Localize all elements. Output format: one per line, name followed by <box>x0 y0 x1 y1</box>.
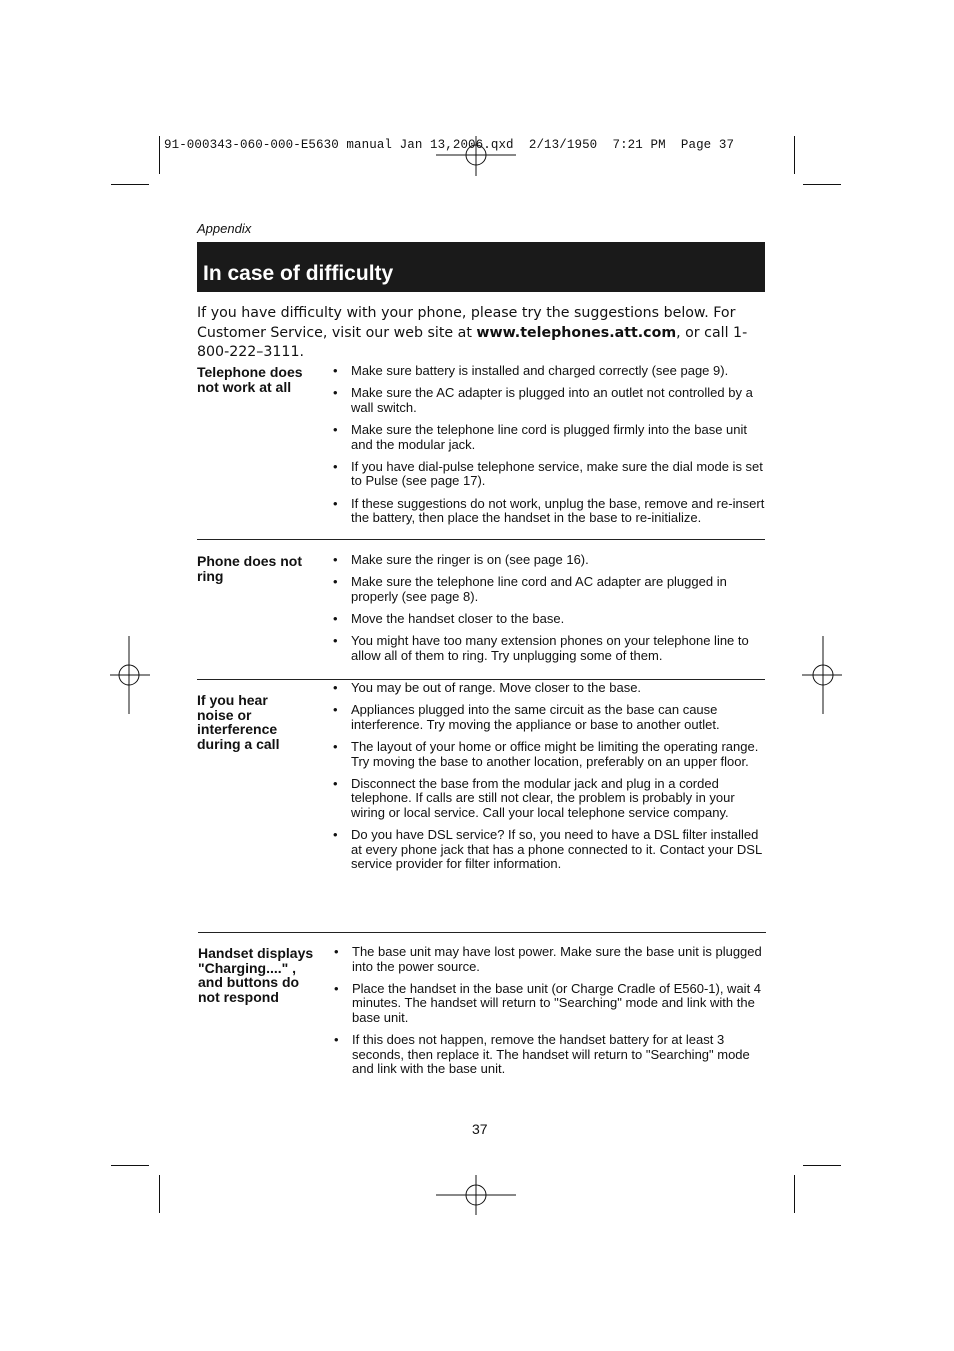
list-item <box>333 553 768 568</box>
bullet: • <box>333 574 338 590</box>
item-text: Make sure the telephone line cord is plugged firmly into the base unit and the modular jack. <box>351 421 748 452</box>
crop-mark <box>111 184 149 185</box>
suggestion-list <box>334 945 769 1085</box>
bullet: • <box>333 458 338 474</box>
crop-mark <box>803 184 841 185</box>
list-item <box>334 982 769 1026</box>
bullet: • <box>333 827 338 843</box>
bullet: • <box>333 610 338 626</box>
suggestion-list <box>333 681 768 880</box>
bullet: • <box>334 980 339 996</box>
item-text: Disconnect the base from the modular jack and plug in a corded telephone. If calls are still not clear, the problem is probably in your wiring or local service. Call your local telephone service company. <box>351 775 735 820</box>
section-heading: Telephone does not work at all <box>197 364 303 395</box>
crop-mark <box>794 1175 795 1213</box>
list-item <box>333 386 768 415</box>
list-item <box>333 575 768 604</box>
registration-mark-icon <box>802 636 842 714</box>
list-item <box>333 703 768 732</box>
bullet: • <box>333 702 338 718</box>
item-text: Make sure the telephone line cord and AC adapter are plugged in properly (see page 8). <box>351 574 727 604</box>
bullet: • <box>333 385 338 401</box>
intro-paragraph <box>197 304 767 363</box>
item-text: You may be out of range. Move closer to the base. <box>351 680 642 695</box>
item-text: The base unit may have lost power. Make sure the base unit is plugged into the power source. <box>352 944 762 974</box>
item-text: The layout of your home or office might be limiting the operating range. Try moving the base to another location, preferably on an upper floor. <box>351 738 759 769</box>
list-item <box>333 828 768 872</box>
list-item <box>333 497 768 526</box>
item-text: Appliances plugged into the same circuit as the base can cause interference. Try moving the appliance or base to another outlet. <box>351 702 720 732</box>
bullet: • <box>333 738 338 754</box>
section-divider <box>198 932 766 933</box>
list-item <box>333 460 768 489</box>
intro-phone-text: , or call 1-800-222–3111. <box>197 324 748 360</box>
page-number: 37 <box>472 1121 488 1137</box>
list-item <box>333 364 768 379</box>
list-item <box>333 423 768 452</box>
registration-mark-icon <box>110 636 150 714</box>
bullet: • <box>333 363 338 378</box>
page-title-bar <box>197 242 765 292</box>
item-text: If these suggestions do not work, unplug the base, remove and re-insert the battery, then place the handset in the base to re-initialize. <box>351 495 765 526</box>
crop-mark <box>803 1165 841 1166</box>
list-item <box>334 945 769 974</box>
registration-mark-icon <box>436 1175 516 1215</box>
bullet: • <box>333 421 338 437</box>
section-label: Appendix <box>197 221 252 236</box>
section-heading: Phone does not ring <box>197 553 302 584</box>
file-slug: 91-000343-060-000-E5630 manual Jan 13,2006.qxd 2/13/1950 7:21 PM Page 37 <box>164 138 735 152</box>
registration-mark-icon <box>436 136 516 176</box>
bullet: • <box>333 552 338 567</box>
item-text: Do you have DSL service? If so, you need to have a DSL filter installed at every phone jack that has a phone connected to it. Contact your DSL service provider for filter information. <box>351 827 762 872</box>
crop-mark <box>111 1165 149 1166</box>
list-item <box>333 612 768 627</box>
item-text: Make sure the ringer is on (see page 16). <box>351 552 589 567</box>
suggestion-list <box>333 553 768 671</box>
item-text: Make sure battery is installed and charged correctly (see page 9). <box>351 363 729 378</box>
item-text: Move the handset closer to the base. <box>351 610 565 626</box>
section-divider <box>197 539 765 540</box>
list-item <box>333 740 768 769</box>
bullet: • <box>333 495 338 511</box>
section-heading: Handset displays "Charging...." , and buttons do not respond <box>198 945 314 1005</box>
support-url: www.telephones.att.com <box>476 324 677 341</box>
list-item <box>333 777 768 821</box>
section-heading: If you hear noise or interference during a call <box>197 692 280 752</box>
crop-mark <box>159 136 160 174</box>
bullet: • <box>334 1032 339 1048</box>
crop-mark <box>794 136 795 174</box>
item-text: Make sure the AC adapter is plugged into an outlet not controlled by a wall switch. <box>351 385 753 415</box>
item-text: You might have too many extension phones on your telephone line to allow all of them to ring. Try unplugging some of them. <box>351 633 749 663</box>
bullet: • <box>334 944 339 959</box>
list-item <box>333 681 768 696</box>
list-item <box>333 634 768 663</box>
suggestion-list <box>333 364 768 533</box>
item-text: If you have dial-pulse telephone service, make sure the dial mode is set to Pulse (see page 17). <box>351 458 763 489</box>
bullet: • <box>333 633 338 649</box>
page-title: In case of difficulty <box>203 262 394 285</box>
intro-text: If you have difficulty with your phone, please try the suggestions below. For Customer Service, visit our web site at <box>197 305 736 341</box>
item-text: If this does not happen, remove the handset battery for at least 3 seconds, then replace it. The handset will return to "Searching" mode and link with the base unit. <box>352 1032 750 1077</box>
item-text: Place the handset in the base unit (or Charge Cradle of E560-1), wait 4 minutes. The handset will return to "Searching" mode and link with the base unit. <box>352 980 762 1025</box>
crop-mark <box>159 1175 160 1213</box>
bullet: • <box>333 680 338 695</box>
bullet: • <box>333 775 338 791</box>
list-item <box>334 1033 769 1077</box>
